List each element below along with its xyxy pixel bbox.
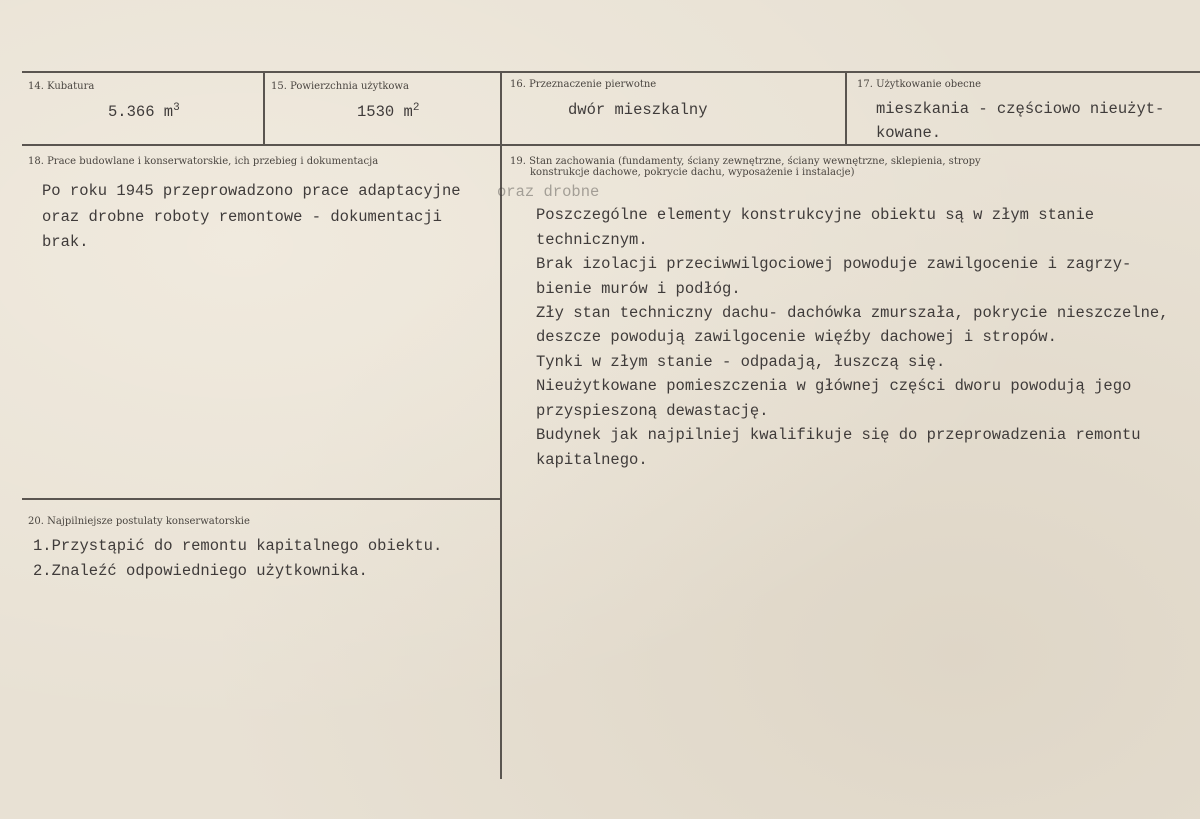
stan-line-4: bienie murów i podłóg. [536,280,741,298]
prace-line-1: Po roku 1945 przeprowadzono prace adaptacyjne [42,182,461,200]
przeznaczenie-label: 16. Przeznaczenie pierwotne [510,79,657,90]
col-rule-3 [845,71,847,145]
kubatura-number: 5.366 m [108,103,174,121]
stan-line-3: Brak izolacji przeciwwilgociowej powoduje zawilgocenie i zagrzy- [536,255,1132,273]
top-rule [22,71,1200,73]
uzytkowanie-label: 17. Użytkowanie obecne [857,79,982,90]
postulaty-line-2: 2.Znaleźć odpowiedniego użytkownika. [33,562,368,580]
stan-line-6: deszcze powodują zawilgocenie więźby dachowej i stropów. [536,328,1057,346]
stan-label-line-1: 19. Stan zachowania (fundamenty, ściany zewnętrzne, ściany wewnętrzne, sklepienia, stropy [510,156,981,167]
uzytkowanie-line-1: mieszkania - częściowo nieużyt- [876,100,1165,118]
prace-line-3: brak. [42,233,89,251]
row-rule-1 [22,144,1200,146]
przeznaczenie-value: dwór mieszkalny [568,101,708,119]
col-rule-1 [263,71,265,145]
stan-line-5: Zły stan techniczny dachu- dachówka zmurszała, pokrycie nieszczelne, [536,304,1169,322]
kubatura-value [108,100,180,125]
prace-label: 18. Prace budowlane i konserwatorskie, ich przebieg i dokumentacja [28,156,379,167]
stan-line-11: kapitalnego. [536,451,648,469]
stan-line-9: przyspieszoną dewastację. [536,402,769,420]
postulaty-label: 20. Najpilniejsze postulaty konserwatorskie [28,516,250,527]
stan-line-1: Poszczególne elementy konstrukcyjne obiektu są w złym stanie [536,206,1095,224]
powierzchnia-number: 1530 m [357,103,413,121]
powierzchnia-value [357,100,419,125]
powierzchnia-label: 15. Powierzchnia użytkowa [271,81,409,92]
row-rule-2 [22,498,502,500]
col-rule-2 [500,71,502,779]
stan-line-10: Budynek jak najpilniej kwalifikuje się do przeprowadzenia remontu [536,426,1141,444]
stan-line-7: Tynki w złym stanie - odpadają, łuszczą się. [536,353,946,371]
uzytkowanie-line-2: kowane. [876,124,942,142]
kubatura-exponent: 3 [173,101,180,114]
prace-overstrike: oraz drobne [497,183,600,201]
stan-line-2: technicznym. [536,231,648,249]
postulaty-line-1: 1.Przystąpić do remontu kapitalnego obiektu. [33,537,443,555]
stan-label-line-2: konstrukcje dachowe, pokrycie dachu, wyposażenie i instalacje) [530,167,855,178]
powierzchnia-exponent: 2 [412,101,420,114]
kubatura-label: 14. Kubatura [28,81,95,92]
stan-line-8: Nieużytkowane pomieszczenia w głównej części dworu powodują jego [536,377,1132,395]
prace-line-2: oraz drobne roboty remontowe - dokumentacji [42,208,442,226]
